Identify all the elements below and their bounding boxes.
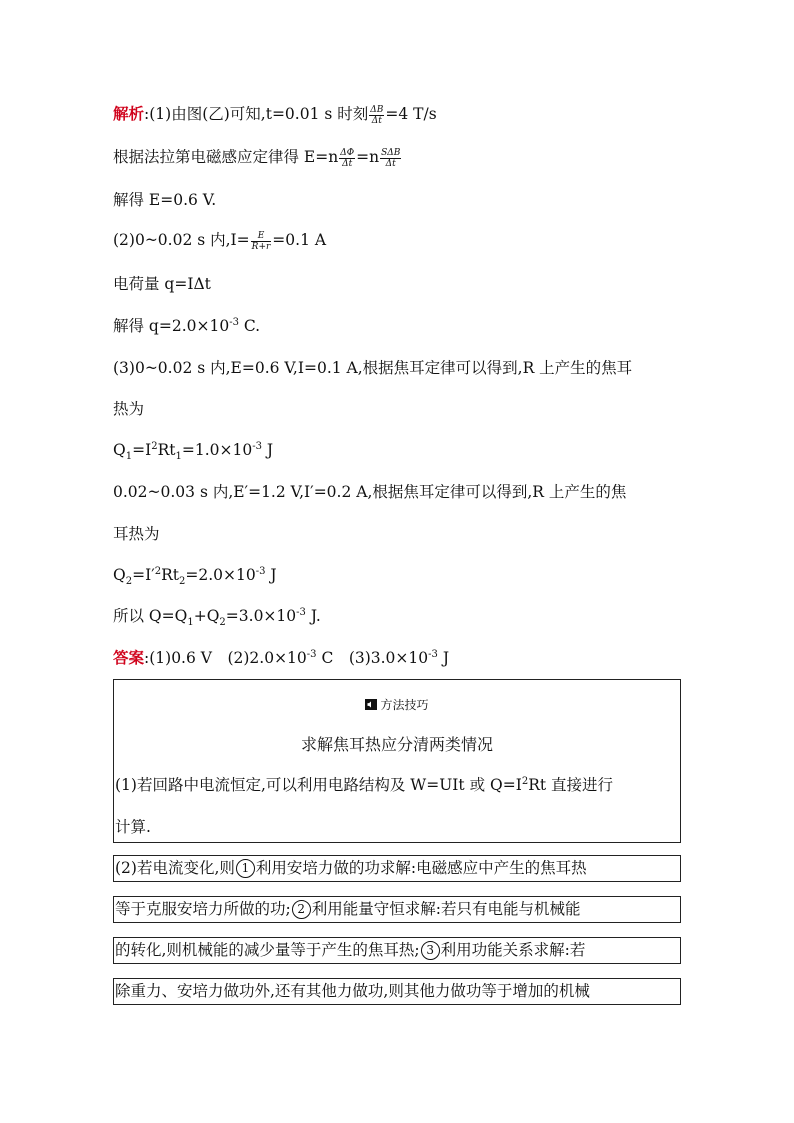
tips-title: 求解焦耳热应分清两类情况: [300, 735, 493, 754]
method-tips-box: [113, 679, 681, 843]
solution-line-1: 解析:(1)由图(乙)可知,t=0.01 s 时刻 $\frac{\Delta B}{\Delta t}$ =4 T/s: [113, 104, 437, 126]
solution-label: 解析: [113, 104, 145, 123]
tips-paragraph-1-line-1: (1)若回路中电流恒定,可以利用电路结构及 W=UIt 或 $Q=I^2Rt$ 直接进行: [115, 775, 614, 794]
solution-line-3: 解得 E=0.6 V.: [113, 191, 217, 209]
solution-line-2: 根据法拉第电磁感应定律得 E=n $\frac{\Delta\Phi}{\Delta t}$ =n $\frac{\text{SΔB}}{\Delta t}$: [113, 147, 401, 169]
solution-line-5: 电荷量 q=IΔt: [113, 275, 211, 293]
circled-number-1: 1: [236, 859, 255, 878]
solution-line-8: 热为: [113, 400, 145, 418]
fraction-E-Rr: $\frac{E}{R+r}$: [251, 230, 271, 252]
circled-number-3: 3: [421, 941, 440, 960]
solution-line-13: 所以 $Q=Q_1+Q_2=3.0\times 10^{-3}$ J.: [113, 606, 321, 629]
fraction-dB-dt: $\frac{\Delta B}{\Delta t}$: [370, 104, 384, 126]
circled-number-2: 2: [292, 900, 311, 919]
tips-paragraph-2-line-4: 除重力、安培力做功外,还有其他力做功,则其他力做功等于增加的机械: [113, 978, 681, 1005]
solution-line-6: 解得 $q=2.0\times 10^{-3}$ C.: [113, 316, 261, 335]
solution-line-9: $Q_1=I^2Rt_1=1.0\times 10^{-3}$ J: [113, 440, 274, 463]
speaker-icon: [365, 699, 377, 710]
tips-paragraph-2-line-2: 等于克服安培力所做的功; 2 利用能量守恒求解:若只有电能与机械能: [113, 896, 681, 923]
fraction-dPhi-dt: $\frac{\Delta\Phi}{\Delta t}$: [340, 147, 355, 169]
tips-paragraph-1-line-2: 计算.: [115, 818, 151, 836]
solution-line-4: (2)0~0.02 s 内,I= $\frac{E}{R+r}$ =0.1 A: [113, 230, 327, 252]
tips-header: 方法技巧: [114, 696, 680, 713]
tips-paragraph-2-line-1: (2)若电流变化,则 1 利用安培力做的功求解:电磁感应中产生的焦耳热: [113, 855, 681, 882]
solution-line-12: $Q_2=I'^2Rt_2=2.0\times 10^{-3}$ J: [113, 565, 277, 588]
solution-line-7: (3)0~0.02 s 内,E=0.6 V,I=0.1 A,根据焦耳定律可以得到,R 上产生的焦耳: [113, 359, 633, 377]
tips-paragraph-2-line-3: 的转化,则机械能的减少量等于产生的焦耳热; 3 利用功能关系求解:若: [113, 937, 681, 964]
answer-line: 答案:(1)0.6 V $(2)2.0\times 10^{-3}$ C $(3)3.0\times 10^{-3}$ J: [113, 648, 450, 667]
answer-label: 答案: [113, 648, 145, 667]
solution-line-10: 0.02~0.03 s 内,E′=1.2 V,I′=0.2 A,根据焦耳定律可以得到,R 上产生的焦: [113, 483, 627, 501]
solution-line-11: 耳热为: [113, 525, 160, 543]
fraction-SdB-dt: $\frac{\text{SΔB}}{\Delta t}$: [381, 147, 401, 169]
